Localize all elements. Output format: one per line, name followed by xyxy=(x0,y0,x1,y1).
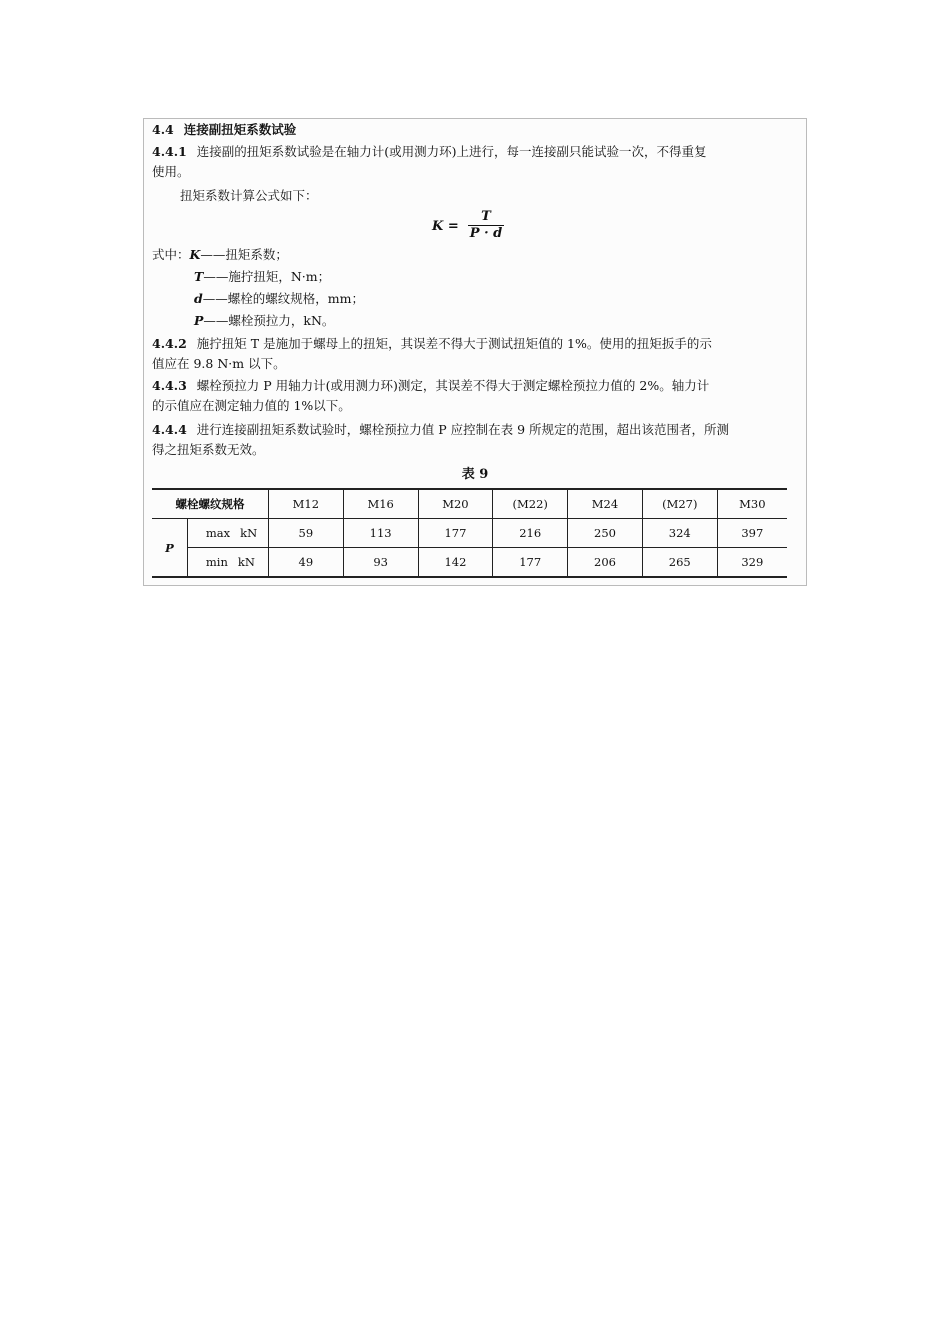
table-cell: 113 xyxy=(343,519,418,548)
paragraph-text: 螺栓预拉力 P 用轴力计(或用测力环)测定，其误差不得大于测定螺栓预拉力值的 2%。轴力计 xyxy=(196,378,710,393)
formula-lhs: K = xyxy=(432,219,459,234)
row-label-min xyxy=(187,548,268,578)
paragraph-4-4-1-line2: 使用。 xyxy=(152,164,190,179)
table-caption: 表 9 xyxy=(461,467,489,482)
table-cell: 265 xyxy=(642,548,717,578)
row-unit: kN xyxy=(240,526,258,540)
symbol-p: P xyxy=(194,313,204,328)
table-cell: 177 xyxy=(418,519,493,548)
symbol-k-desc: ——扭矩系数； xyxy=(200,247,288,262)
paragraph-text: 进行连接副扭矩系数试验时，螺栓预拉力值 P 应控制在表 9 所规定的范围，超出该范围者，所测 xyxy=(196,422,730,437)
paragraph-text: 施拧扭矩 T 是施加于螺母上的扭矩，其误差不得大于测试扭矩值的 1%。使用的扭矩扳手的示 xyxy=(196,336,712,351)
table-cell: 142 xyxy=(418,548,493,578)
column-header: (M27) xyxy=(642,489,717,519)
table-row-max xyxy=(152,519,787,548)
section-heading xyxy=(152,121,296,139)
column-header: M24 xyxy=(568,489,643,519)
where-line-k xyxy=(152,246,288,264)
table-cell: 216 xyxy=(493,519,568,548)
table-row-min xyxy=(152,548,787,578)
paragraph-text: 连接副的扭矩系数试验是在轴力计(或用测力环)上进行，每一连接副只能试验一次，不得重复 xyxy=(196,144,707,159)
table-cell: 324 xyxy=(642,519,717,548)
table-cell: 59 xyxy=(268,519,343,548)
document-scan xyxy=(143,118,807,586)
section-number: 4.4 xyxy=(152,122,174,137)
where-line-t xyxy=(194,268,330,286)
symbol-t: T xyxy=(194,269,204,284)
row-label: max xyxy=(205,526,231,540)
symbol-d-desc: ——螺栓的螺纹规格，mm； xyxy=(202,291,364,306)
table-cell: 49 xyxy=(268,548,343,578)
table-header-row xyxy=(152,489,787,519)
paragraph-4-4-4-line1 xyxy=(152,421,729,439)
paragraph-4-4-1-line1 xyxy=(152,143,707,161)
paragraph-4-4-4-line2: 得之扭矩系数无效。 xyxy=(152,442,265,457)
row-label-max xyxy=(187,519,268,548)
column-header: M16 xyxy=(343,489,418,519)
paragraph-4-4-2-line1 xyxy=(152,335,712,353)
column-header: (M22) xyxy=(493,489,568,519)
column-header: M30 xyxy=(717,489,787,519)
table-cell: 206 xyxy=(568,548,643,578)
paragraph-number: 4.4.2 xyxy=(152,336,187,351)
table-9 xyxy=(152,488,787,578)
table-cell: 250 xyxy=(568,519,643,548)
column-header: M20 xyxy=(418,489,493,519)
formula-intro: 扭矩系数计算公式如下： xyxy=(180,188,318,203)
row-unit: kN xyxy=(237,555,255,569)
paragraph-4-4-3-line2: 的示值应在测定轴力值的 1%以下。 xyxy=(152,398,351,413)
paragraph-number: 4.4.3 xyxy=(152,378,187,393)
symbol-p-desc: ——螺栓预拉力，kN。 xyxy=(203,313,335,328)
formula-numerator: T xyxy=(481,209,491,224)
symbol-t-desc: ——施拧扭矩，N·m； xyxy=(203,269,331,284)
header-label: 螺栓螺纹规格 xyxy=(152,489,268,519)
table-cell: 177 xyxy=(493,548,568,578)
table-cell: 93 xyxy=(343,548,418,578)
where-line-p xyxy=(194,312,334,330)
paragraph-4-4-3-line1 xyxy=(152,377,709,395)
paragraph-4-4-2-line2: 值应在 9.8 N·m 以下。 xyxy=(152,356,286,371)
paragraph-number: 4.4.4 xyxy=(152,422,187,437)
symbol-k: K xyxy=(189,247,201,262)
p-label: P xyxy=(152,519,187,578)
column-header: M12 xyxy=(268,489,343,519)
symbol-d: d xyxy=(194,291,203,306)
where-lead: 式中： xyxy=(152,247,190,262)
row-label: min xyxy=(205,555,228,569)
table-cell: 329 xyxy=(717,548,787,578)
table-cell: 397 xyxy=(717,519,787,548)
formula-fraction xyxy=(468,209,504,242)
section-title: 连接副扭矩系数试验 xyxy=(183,122,297,137)
where-line-d xyxy=(194,290,364,308)
paragraph-number: 4.4.1 xyxy=(152,144,187,159)
formula-denominator: P · d xyxy=(469,226,503,241)
